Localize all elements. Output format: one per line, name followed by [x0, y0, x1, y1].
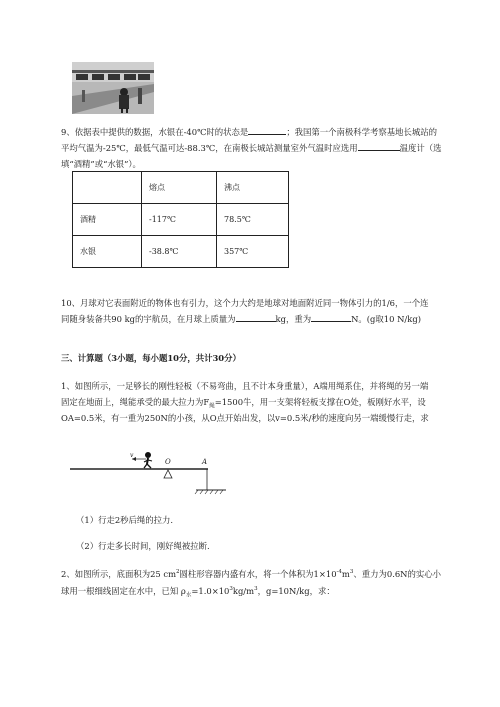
c2-sup: 2 — [176, 569, 180, 575]
c2-text-g: kg/m — [232, 585, 255, 596]
c1-line-1: 1、如图所示，一足够长的刚性轻板（不易弯曲，且不计本身重量），A端用绳系住，并将绳的另一端 — [61, 381, 429, 391]
table-cell: 水银 — [73, 236, 142, 268]
c2-line-2 — [61, 583, 335, 601]
c2-text-c: m — [341, 568, 350, 579]
q10-line-1: 10、月球对它表面附近的物体也有引力，这个力大约是地球对地面附近同一物体引力的1/6，一个连 — [61, 298, 429, 308]
q10-blank-1[interactable] — [236, 321, 276, 322]
table-header-row — [73, 172, 289, 204]
c1-sub-2: （2）行走多长时间，刚好绳被拉断. — [76, 541, 210, 551]
child-figure — [144, 452, 152, 468]
lever-diagram — [70, 445, 250, 500]
table-row — [73, 204, 289, 236]
c2-subscript: 水 — [185, 592, 192, 599]
q9-line-1 — [61, 126, 437, 138]
q10-text-b: kg，重为 — [275, 314, 312, 324]
q9-blank-1[interactable] — [248, 134, 286, 135]
label-v: v — [130, 452, 134, 459]
c2-sup: -4 — [336, 569, 342, 575]
melting-boiling-table — [72, 171, 289, 268]
c1-text-b: =1500牛，用一支架将轻板支撑在O处，板刚好水平，设 — [214, 397, 426, 407]
q9-text-a: 9、依据表中提供的数据，水银在-40℃时的状态是 — [61, 127, 249, 137]
c1-text-a: 固定在地面上，绳能承受的最大拉力为F — [61, 397, 210, 407]
c2-sup: 3 — [349, 569, 354, 575]
table-header-cell: 熔点 — [142, 172, 217, 204]
q9-text-b: ；我国第一个南极科学考察基地长城站的 — [286, 127, 438, 137]
c2-line-1 — [61, 566, 441, 580]
fulcrum-support — [164, 470, 172, 478]
q9-blank-2[interactable] — [358, 150, 400, 151]
station-photo — [72, 62, 154, 114]
table-header-cell — [73, 172, 142, 204]
c2-text-b: 圆柱形容器内盛有水，将一个体积为1×10 — [179, 568, 337, 579]
table-cell: 357℃ — [217, 236, 289, 268]
table-row — [73, 236, 289, 268]
q10-text-c: N。(g取10 N/kg) — [351, 314, 421, 324]
q10-text-a: 同随身装备共90 kg的宇航员，在月球上质量为 — [61, 314, 236, 324]
table-cell: 酒精 — [73, 204, 142, 236]
table-cell: 78.5℃ — [217, 204, 289, 236]
c2-sup: 3 — [229, 586, 233, 592]
q9-text-d: 温度计（选 — [399, 143, 442, 153]
c1-subscript: 绳 — [209, 403, 215, 410]
table-cell: -38.8℃ — [142, 236, 217, 268]
c2-text-d: 、重力为0.6N的实心小 — [353, 568, 442, 579]
c1-sub-1: （1）行走2秒后绳的拉力. — [76, 515, 174, 525]
q9-text-c: 平均气温为-25℃，最低气温可达-88.3℃，在南极长城站测量室外气温时应选用 — [61, 143, 358, 153]
q10-line-2 — [61, 313, 421, 325]
q9-line-2 — [61, 142, 441, 154]
c2-sup: 3 — [254, 586, 258, 592]
c1-line-3: OA=0.5米，有一重为250N的小孩，从O点开始出发，以v=0.5米/秒的速度向另一端缓慢行走，求 — [61, 413, 429, 423]
c2-text-a: 2、如图所示，底面积为25 cm — [61, 568, 177, 579]
label-o: O — [165, 458, 171, 466]
q10-blank-2[interactable] — [311, 321, 351, 322]
label-a: A — [202, 458, 208, 466]
ground-hatch — [195, 490, 223, 494]
section-heading: 三、计算题（3小题，每小题10分，共计30分） — [61, 353, 241, 363]
c1-line-2 — [61, 396, 426, 413]
table-header-cell: 沸点 — [217, 172, 289, 204]
c2-text-h: ，g=10N/kg，求： — [257, 585, 335, 596]
c2-text-e: 球用一根细线固定在水中，已知 ρ — [61, 585, 186, 596]
table-cell: -117℃ — [142, 204, 217, 236]
c2-text-f: =1.0×10 — [191, 585, 230, 596]
q9-line-3: 填“酒精”或“水银”）。 — [61, 159, 141, 169]
